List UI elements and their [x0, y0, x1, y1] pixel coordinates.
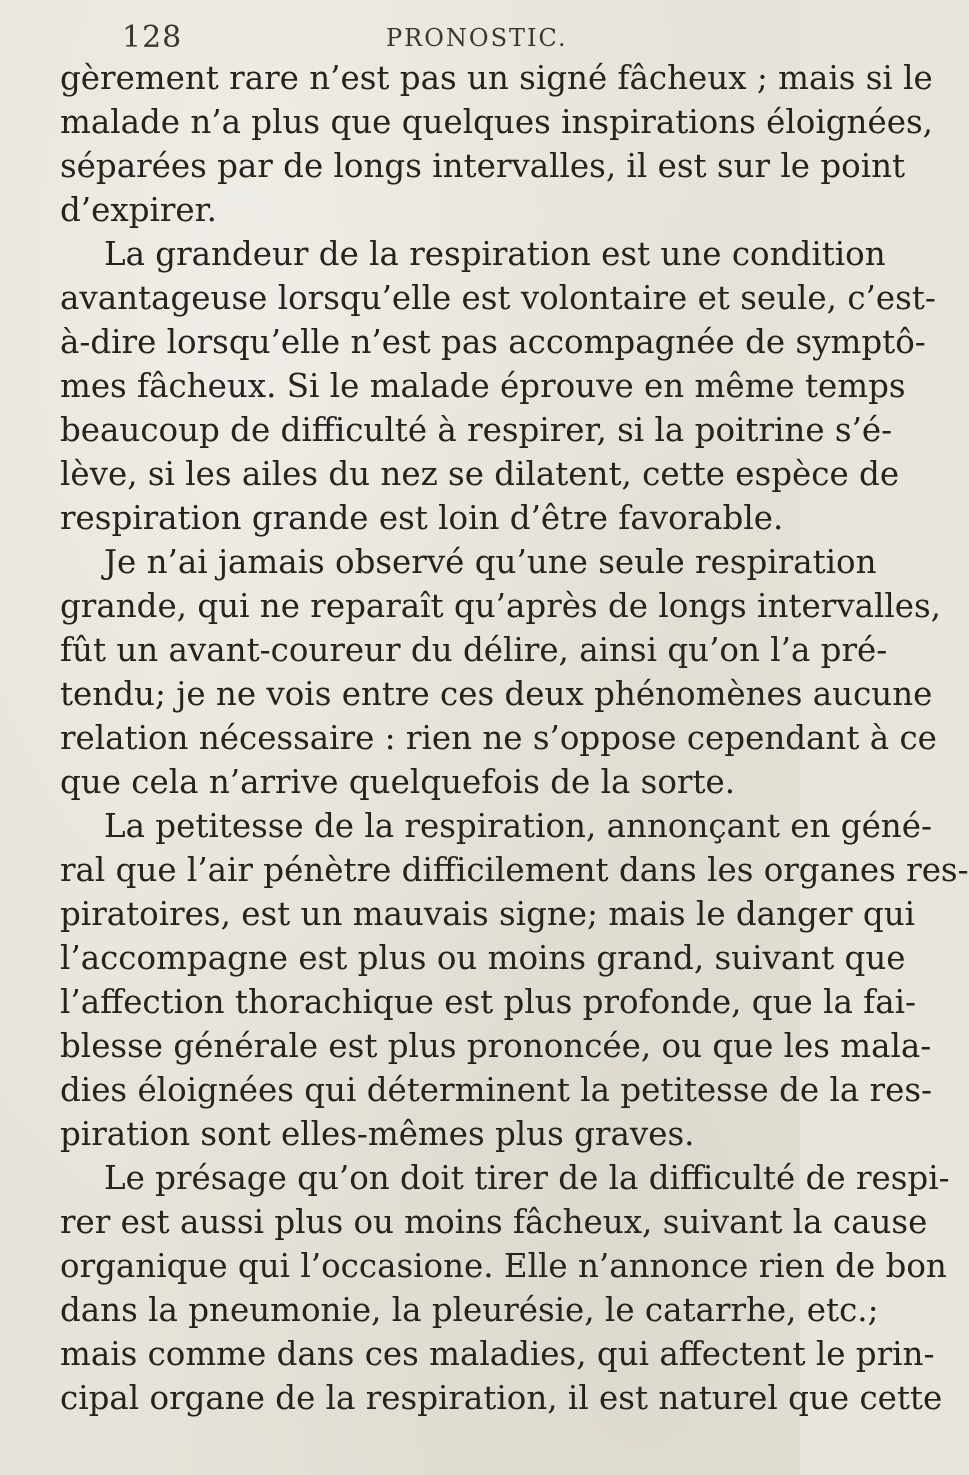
text-line: à-dire lorsqu’elle n’est pas accompagnée de symptô- [60, 323, 926, 361]
text-line: que cela n’arrive quelquefois de la sorte. [60, 763, 736, 801]
text-line: fût un avant-coureur du délire, ainsi qu’on l’a pré- [60, 631, 888, 669]
page-number: 128 [122, 20, 183, 55]
text-line: piratoires, est un mauvais signe; mais le danger qui [60, 895, 916, 933]
text-line: cipal organe de la respiration, il est naturel que cette [60, 1379, 943, 1417]
text-line: beaucoup de difficulté à respirer, si la poitrine s’é- [60, 411, 893, 449]
text-line: d’expirer. [60, 191, 217, 229]
page-header [0, 12, 800, 62]
text-line: respiration grande est loin d’être favorable. [60, 499, 784, 537]
text-line: mais comme dans ces maladies, qui affectent le prin- [60, 1335, 935, 1373]
text-line: organique qui l’occasione. Elle n’annonce rien de bon [60, 1247, 947, 1285]
text-line: dans la pneumonie, la pleurésie, le catarrhe, etc.; [60, 1291, 879, 1329]
paragraph-start-line: Le présage qu’on doit tirer de la difficulté de respi- [104, 1159, 950, 1197]
text-line: ral que l’air pénètre difficilement dans les organes res- [60, 851, 969, 889]
text-line: grande, qui ne reparaît qu’après de longs intervalles, [60, 587, 941, 625]
text-line: blesse générale est plus prononcée, ou que les mala- [60, 1027, 932, 1065]
text-line: rer est aussi plus ou moins fâcheux, suivant la cause [60, 1203, 928, 1241]
text-line: séparées par de longs intervalles, il est sur le point [60, 147, 906, 185]
running-head: PRONOSTIC. [386, 24, 568, 52]
text-line: lève, si les ailes du nez se dilatent, cette espèce de [60, 455, 900, 493]
text-line: dies éloignées qui déterminent la petitesse de la res- [60, 1071, 932, 1109]
text-line: malade n’a plus que quelques inspirations éloignées, [60, 103, 933, 141]
body-text [60, 56, 969, 1420]
paragraph-start-line: La petitesse de la respiration, annonçant en géné- [104, 807, 932, 845]
paragraph-start-line: Je n’ai jamais observé qu’une seule respiration [104, 543, 877, 581]
text-line: l’affection thorachique est plus profonde, que la fai- [60, 983, 916, 1021]
text-line: avantageuse lorsqu’elle est volontaire et seule, c’est- [60, 279, 936, 317]
text-line: tendu; je ne vois entre ces deux phénomènes aucune [60, 675, 933, 713]
text-line: gèrement rare n’est pas un signé fâcheux ; mais si le [60, 59, 933, 97]
text-line: piration sont elles-mêmes plus graves. [60, 1115, 695, 1153]
text-line: mes fâcheux. Si le malade éprouve en même temps [60, 367, 906, 405]
text-line: relation nécessaire : rien ne s’oppose cependant à ce [60, 719, 937, 757]
paragraph-start-line: La grandeur de la respiration est une condition [104, 235, 886, 273]
text-line: l’accompagne est plus ou moins grand, suivant que [60, 939, 906, 977]
